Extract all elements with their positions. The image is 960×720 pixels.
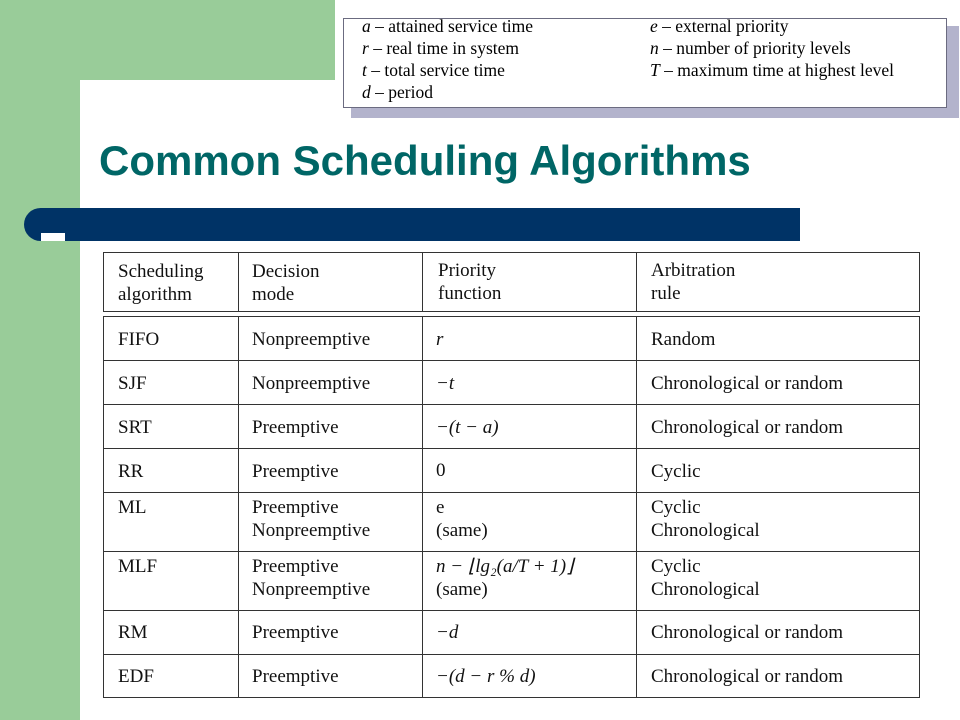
table-col-rule [238, 316, 239, 698]
cell-algorithm: SRT [118, 417, 152, 438]
background-green-left [0, 0, 80, 720]
header-arbitration-rule: Arbitration rule [651, 260, 736, 304]
header-algorithm: Scheduling algorithm [118, 261, 204, 305]
cell-algorithm: SJF [118, 373, 147, 394]
table-col-rule [636, 316, 637, 698]
table-col-rule [422, 316, 423, 698]
table-rule [103, 360, 920, 361]
cell-algorithm: ML [118, 497, 147, 518]
cell-algorithm: FIFO [118, 329, 160, 350]
table-rule [103, 492, 920, 493]
legend-item-t: t – total service time [362, 60, 505, 80]
table-rule [103, 252, 920, 253]
table-col-rule [919, 252, 920, 312]
legend-item-T: T – maximum time at highest level [650, 60, 894, 80]
cell-algorithm: EDF [118, 666, 154, 687]
table-col-rule [103, 252, 104, 312]
cell-priority: e (same) [436, 497, 488, 541]
cell-mode: Preemptive Nonpreemptive [252, 556, 371, 600]
cell-mode: Nonpreemptive [252, 329, 371, 350]
table-col-rule [422, 252, 423, 312]
title-bar-notch [41, 233, 65, 241]
cell-mode: Preemptive [252, 622, 339, 643]
cell-priority: −d [436, 622, 459, 643]
cell-priority: −t [436, 373, 455, 394]
table-rule [103, 311, 920, 312]
cell-mode: Preemptive [252, 417, 339, 438]
cell-rule: Cyclic Chronological [651, 556, 760, 600]
table-rule [103, 448, 920, 449]
cell-priority: 0 [436, 460, 446, 481]
table-col-rule [636, 252, 637, 312]
cell-algorithm: RR [118, 461, 144, 482]
legend-item-a: a – attained service time [362, 16, 534, 36]
symbol-legend [343, 18, 947, 108]
page-title: Common Scheduling Algorithms [99, 137, 751, 184]
table-col-rule [103, 316, 104, 698]
background-green-top [0, 0, 335, 80]
table-rule [103, 697, 920, 698]
scheduling-table [103, 252, 920, 698]
cell-algorithm: RM [118, 622, 148, 643]
cell-rule: Cyclic [651, 461, 701, 482]
cell-rule: Chronological or random [651, 666, 844, 687]
cell-rule: Chronological or random [651, 622, 844, 643]
cell-mode: Preemptive Nonpreemptive [252, 497, 371, 541]
table-rule [103, 316, 920, 317]
table-rule [103, 404, 920, 405]
header-decision-mode: Decision mode [252, 261, 320, 305]
cell-mode: Nonpreemptive [252, 373, 371, 394]
header-priority-function: Priority function [438, 260, 502, 304]
legend-item-e: e – external priority [650, 16, 789, 36]
table-col-rule [238, 252, 239, 312]
cell-rule: Chronological or random [651, 417, 844, 438]
legend-item-n: n – number of priority levels [650, 38, 851, 58]
cell-mode: Preemptive [252, 666, 339, 687]
table-rule [103, 654, 920, 655]
legend-item-r: r – real time in system [362, 38, 519, 58]
cell-priority: −(t − a) [436, 417, 499, 438]
cell-priority: n − ⌊lg₂(a/T + 1)⌋ (same) [436, 556, 574, 600]
table-col-rule [919, 316, 920, 698]
table-rule [103, 551, 920, 552]
title-underline-bar [24, 208, 800, 241]
cell-priority: r [436, 329, 444, 350]
cell-mode: Preemptive [252, 461, 339, 482]
cell-rule: Random [651, 329, 716, 350]
table-rule [103, 610, 920, 611]
legend-item-d: d – period [362, 82, 433, 102]
cell-priority: −(d − r % d) [436, 666, 536, 687]
cell-rule: Cyclic Chronological [651, 497, 760, 541]
cell-rule: Chronological or random [651, 373, 844, 394]
cell-algorithm: MLF [118, 556, 158, 577]
